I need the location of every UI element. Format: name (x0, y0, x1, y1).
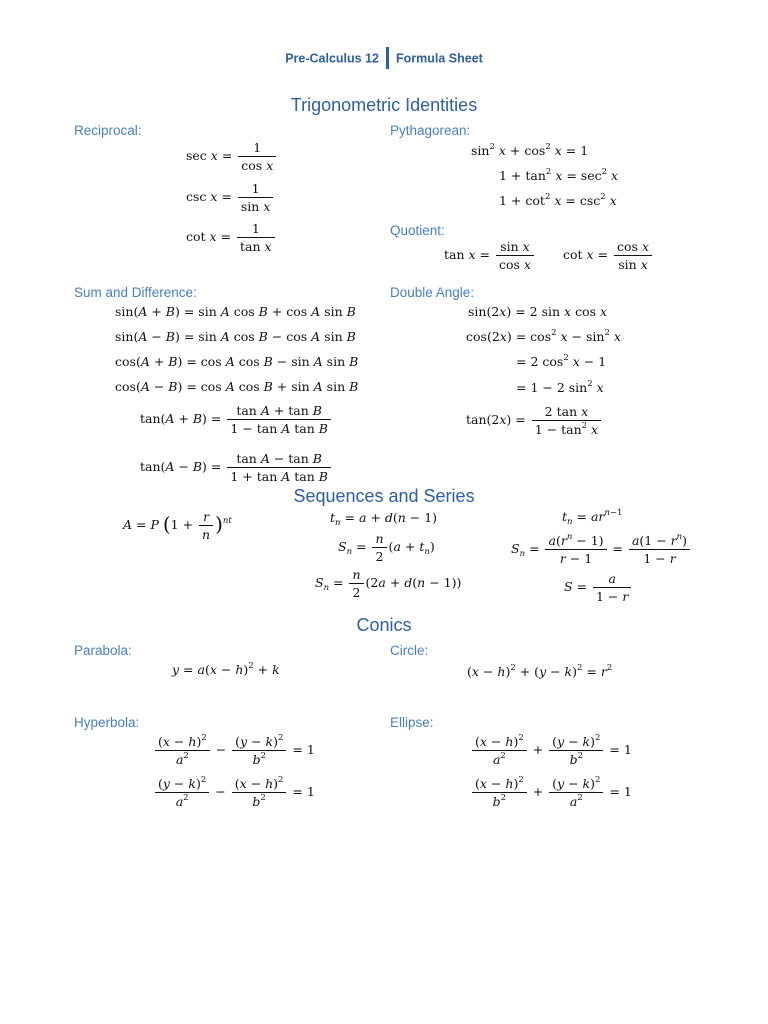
formula-circle: $(x - h)^2 + (y - k)^2 = r^2$ (467, 663, 613, 679)
formula-pythagorean-3: $1 + \cot^2 x = \csc^2 x$ (499, 192, 617, 208)
formula-arith-sum-2: $S_n$ = $\frac{n}{2}$ (2a + d(n − 1)) (315, 567, 462, 600)
label-quotient: Quotient: (390, 223, 445, 238)
section-title-sequences: Sequences and Series (293, 486, 475, 506)
formula-geom-term: $t_n = ar^{n-1}$ (562, 508, 623, 527)
formula-sin-diff: sin(A − B) = sin A cos B − cos A sin B (115, 329, 356, 344)
formula-hyperbola-2: $\frac{(y - k)^2}{a^2}$ − $\frac{(x - h)^2}{b^2}$ = 1 (153, 775, 315, 810)
formula-arith-sum-1: $S_n$ = $\frac{n}{2}$ $(a + t_n)$ (338, 531, 435, 564)
formula-pythagorean-2: $1 + \tan^2 x = \sec^2 x$ (499, 167, 619, 183)
formula-cos-sum: cos(A + B) = cos A cos B − sin A sin B (115, 354, 359, 369)
formula-geom-sum: $S_n$ = $\frac{a(r^n - 1)}{r - 1}$ = $\frac{a(1 - r^n)}{1 - r}$ (511, 532, 692, 567)
formula-cos-2x-alt2: = 1 − 2 $\sin^2 x$ (516, 379, 604, 395)
label-sum-difference: Sum and Difference: (74, 285, 197, 300)
label-parabola: Parabola: (74, 643, 132, 658)
formula-tan-2x: tan(2x) = $\frac{\text{2 tan x}}{1 - \tan^2 x}$ (466, 403, 603, 438)
formula-compound-interest: A = P (1 + $\frac{r}{n}$ )$^{nt}$ (123, 509, 232, 542)
formula-sin-2x: sin(2x) = 2 sin x cos x (468, 304, 608, 319)
formula-parabola: $y = a(x - h)^2 + k$ (172, 661, 280, 677)
formula-cot: cot x = $\frac{1}{\text{tan x}}$ (186, 220, 277, 255)
formula-ellipse-2: $\frac{(x - h)^2}{b^2}$ + $\frac{(y - k)^2}{a^2}$ = 1 (470, 775, 632, 810)
formula-pythagorean-1: $\sin^2 x + \cos^2 x = 1$ (471, 142, 589, 158)
course-title: Pre-Calculus 12 (285, 51, 379, 66)
formula-hyperbola-1: $\frac{(x - h)^2}{a^2}$ − $\frac{(y - k)^2}{b^2}$ = 1 (153, 733, 315, 768)
formula-arith-term: $t_n = a + d(n - 1)$ (330, 510, 438, 528)
label-ellipse: Ellipse: (390, 715, 434, 730)
sheet-title: Formula Sheet (395, 51, 483, 66)
formula-tan-sum: tan(A + B) = $\frac{\text{tan A + tan B}}{\text{1 − tan A tan B}}$ (140, 402, 333, 437)
label-hyperbola: Hyperbola: (74, 715, 140, 730)
section-title-conics: Conics (356, 615, 412, 635)
label-circle: Circle: (390, 643, 429, 658)
formula-ellipse-1: $\frac{(x - h)^2}{a^2}$ + $\frac{(y - k)^2}{b^2}$ = 1 (470, 733, 632, 768)
formula-sec: sec x = $\frac{1}{\text{cos x}}$ (186, 139, 278, 174)
label-pythagorean: Pythagorean: (390, 123, 471, 138)
formula-csc: csc x = $\frac{1}{\text{sin x}}$ (186, 180, 275, 215)
header-divider (386, 47, 389, 69)
formula-cos-2x: $\cos(2x) = \cos^2 x - \sin^2 x$ (466, 328, 621, 344)
formula-geom-infinite: S = $\frac{a}{1 - r}$ (564, 570, 633, 605)
section-title-trig: Trigonometric Identities (290, 95, 478, 115)
label-double-angle: Double Angle: (390, 285, 475, 300)
formula-sin-sum: sin(A + B) = sin A cos B + cos A sin B (115, 304, 356, 319)
page-header (0, 48, 768, 70)
label-reciprocal: Reciprocal: (74, 123, 142, 138)
formula-cos-2x-alt1: = 2 $\cos^2 x - 1$ (516, 353, 607, 369)
formula-tan-diff: tan(A − B) = $\frac{\text{tan A − tan B}}{\text{1 + tan A tan B}}$ (140, 450, 333, 485)
formula-cos-diff: cos(A − B) = cos A cos B + sin A sin B (115, 379, 359, 394)
formula-quotient-tan: tan x = $\frac{\text{sin x}}{\text{cos x}}$ (444, 238, 536, 273)
formula-quotient-cot: cot x = $\frac{\text{cos x}}{\text{sin x}}$ (563, 238, 654, 273)
